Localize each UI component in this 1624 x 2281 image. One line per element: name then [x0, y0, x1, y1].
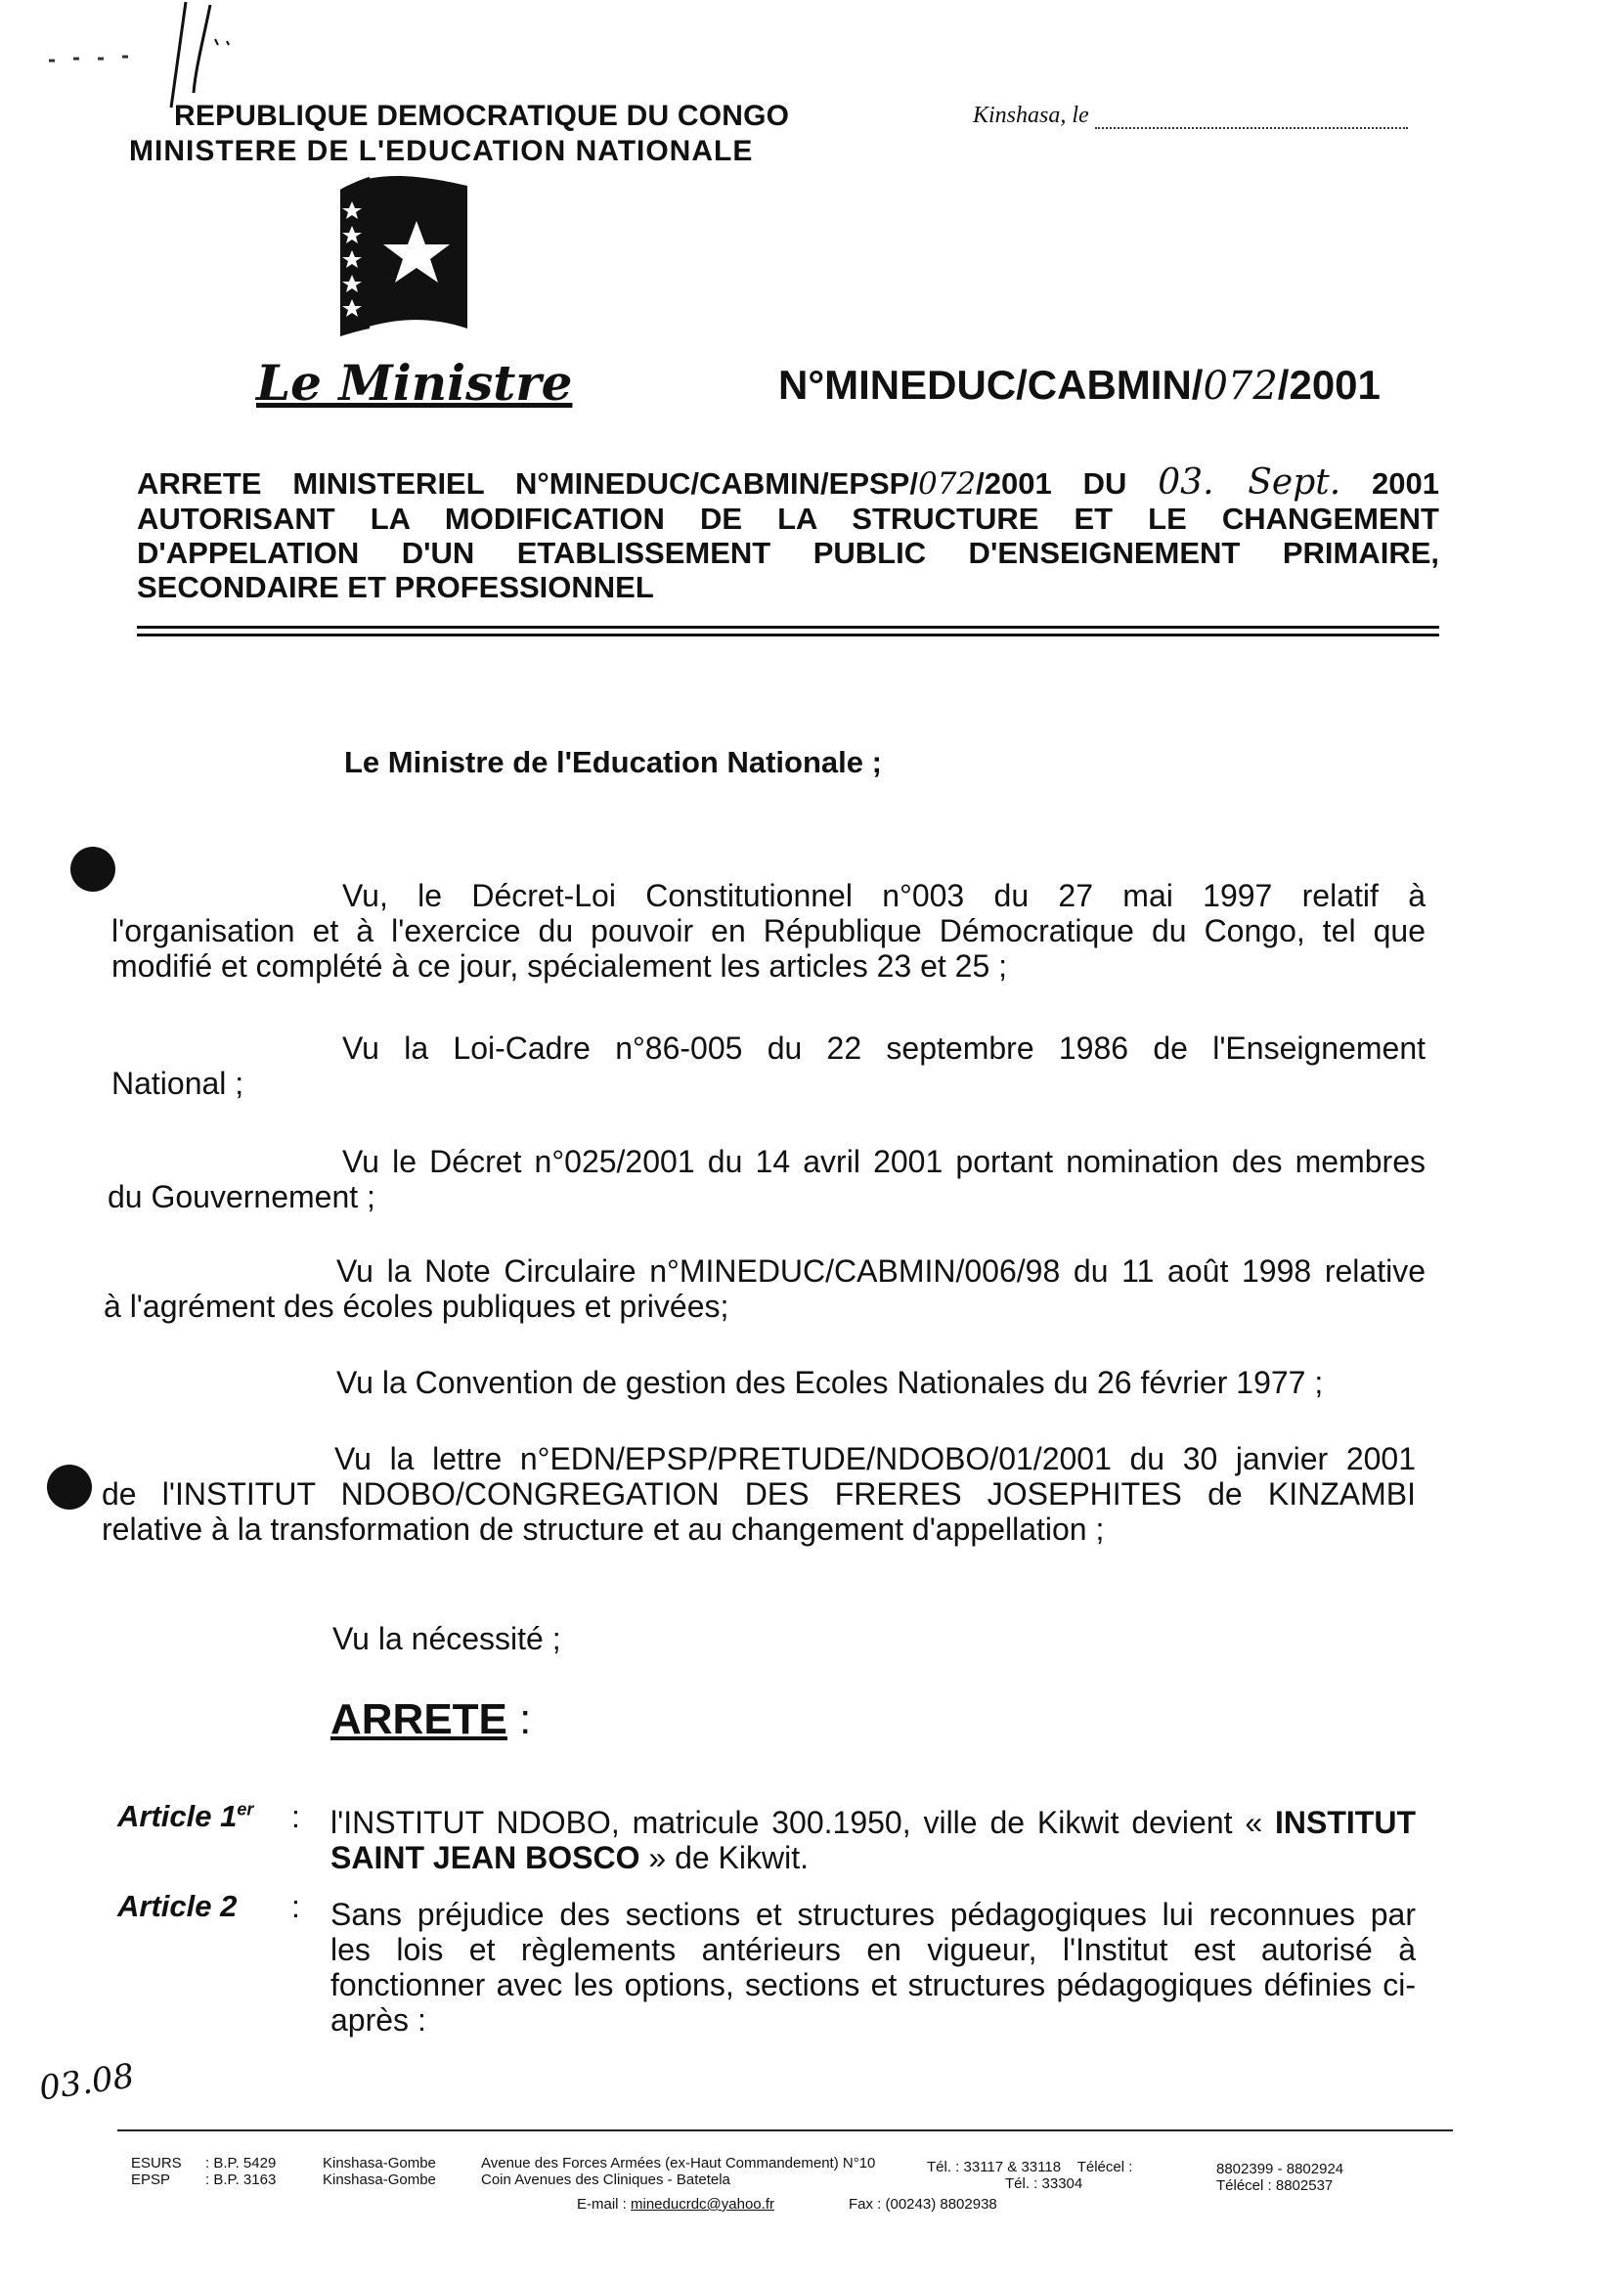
consideration-last-line: du Gouvernement ;	[108, 1179, 375, 1214]
title-line-3: D'APPELATION D'UN ETABLISSEMENT PUBLIC D'ENSEIGNEMENT PRIMAIRE,	[137, 536, 1439, 570]
consideration-line: de l'INSTITUT NDOBO/CONGREGATION DES FRERES JOSEPHITES de KINZAMBI	[102, 1476, 1416, 1512]
consideration-last-line: National ;	[111, 1066, 244, 1101]
initials-handwritten: 03.08	[36, 2056, 137, 2109]
consideration-first-line: Vu la lettre n°EDN/EPSP/PRETUDE/NDOBO/01/2001 du 30 janvier 2001	[334, 1441, 1416, 1476]
consideration-3	[108, 1144, 1426, 1214]
consideration-first-line: Vu la Loi-Cadre n°86-005 du 22 septembre 1986 de l'Enseignement	[342, 1031, 1426, 1066]
footer-address	[481, 2155, 875, 2188]
article-1-label: Article 1er	[117, 1799, 254, 1833]
title-line-2: AUTORISANT LA MODIFICATION DE LA STRUCTURE ET LE CHANGEMENT	[137, 502, 1439, 536]
signatory-title: Le Ministre	[256, 354, 573, 412]
ref-number-handwritten: 072	[1203, 364, 1278, 409]
consideration-first-line: Vu le Décret n°025/2001 du 14 avril 2001 portant nomination des membres	[342, 1144, 1426, 1179]
article-1-line-2: SAINT JEAN BOSCO » de Kikwit.	[330, 1840, 809, 1875]
title-double-rule	[137, 626, 1439, 629]
consideration-first-line: Vu, le Décret-Loi Constitutionnel n°003 du 27 mai 1997 relatif à	[342, 878, 1426, 913]
ref-suffix: /2001	[1277, 362, 1381, 408]
decree-title	[137, 462, 1440, 604]
footer-org-2: EPSP : B.P. 3163 Kinshasa-Gombe	[131, 2171, 436, 2188]
consideration-last-line: à l'agrément des écoles publiques et privées;	[104, 1289, 729, 1324]
footer-org-1: ESURS : B.P. 5429 Kinshasa-Gombe	[131, 2155, 436, 2171]
article-1-separator: :	[291, 1799, 300, 1834]
footer-numbers-line-2: Télécel : 8802537	[1216, 2177, 1334, 2194]
article-2-line: fonctionner avec les options, sections et structures pédagogiques définies ci-	[330, 1967, 1416, 2002]
article-1-line-1: l'INSTITUT NDOBO, matricule 300.1950, ville de Kikwit devient « INSTITUT	[330, 1805, 1416, 1840]
decision-heading	[330, 1695, 531, 1744]
ref-prefix: N°MINEDUC/CABMIN/	[778, 362, 1204, 408]
footer-fax: Fax : (00243) 8802938	[849, 2196, 997, 2213]
ministry-name: MINISTERE DE L'EDUCATION NATIONALE	[129, 135, 754, 167]
footer-address-line-1: Avenue des Forces Armées (ex-Haut Commandement) N°10	[481, 2155, 876, 2171]
decision-colon: :	[519, 1695, 532, 1743]
consideration-6	[102, 1441, 1416, 1547]
footer-tel-2: Tél. : 33304	[1005, 2175, 1083, 2192]
reference-number	[778, 362, 1381, 409]
footer-orgs	[131, 2155, 436, 2188]
article-2-last-line: après :	[330, 2002, 426, 2038]
consideration-first-line: Vu la Convention de gestion des Ecoles Nationales du 26 février 1977 ;	[336, 1365, 1324, 1400]
footer-numbers-line-1: 8802399 - 8802924	[1216, 2161, 1344, 2177]
title-prefix: ARRETE MINISTERIEL N°MINEDUC/CABMIN/EPSP/	[137, 466, 918, 501]
date-dotted-line	[1095, 108, 1408, 129]
title-line-4: SECONDAIRE ET PROFESSIONNEL	[137, 570, 654, 604]
article-2-label: Article 2	[117, 1889, 238, 1923]
footer-phones	[927, 2159, 1132, 2192]
title-double-rule-second	[137, 634, 1439, 636]
minister-heading: Le Ministre de l'Education Nationale ;	[344, 745, 882, 779]
article-1-text	[330, 1805, 1416, 1875]
consideration-1	[111, 878, 1426, 984]
footer-rule	[117, 2129, 1453, 2131]
title-number-handwritten: 072	[917, 466, 977, 502]
title-mid: /2001 DU	[976, 466, 1127, 501]
article-2-separator: :	[291, 1889, 300, 1924]
title-line-1	[137, 462, 1440, 503]
article-2-line: Sans préjudice des sections et structures pédagogiques lui reconnues par	[330, 1897, 1416, 1932]
consideration-first-line: Vu la nécessité ;	[332, 1621, 561, 1656]
consideration-line: l'organisation et à l'exercice du pouvoir en République Démocratique du Congo, tel que	[111, 913, 1426, 948]
consideration-5	[336, 1365, 1323, 1400]
consideration-last-line: relative à la transformation de structure et au changement d'appellation ;	[102, 1512, 1105, 1547]
consideration-2	[111, 1031, 1426, 1101]
congo-flag-emblem	[330, 172, 477, 338]
footer-numbers	[1216, 2161, 1343, 2194]
consideration-4	[104, 1253, 1426, 1324]
decision-word: ARRETE	[330, 1695, 507, 1743]
punch-hole-bottom	[47, 1465, 92, 1510]
title-date-handwritten: 03. Sept.	[1158, 462, 1341, 503]
consideration-last-line: modifié et complété à ce jour, spécialement les articles 23 et 25 ;	[111, 948, 1008, 984]
title-year: 2001	[1372, 466, 1440, 501]
place-date-label: Kinshasa, le	[973, 103, 1089, 128]
article-2-line: les lois et règlements antérieurs en vigueur, l'Institut est autorisé à	[330, 1932, 1416, 1967]
consideration-first-line: Vu la Note Circulaire n°MINEDUC/CABMIN/006/98 du 11 août 1998 relative	[336, 1253, 1426, 1289]
consideration-7	[332, 1621, 561, 1656]
footer-tel-1: Tél. : 33117 & 33118 Télécel :	[927, 2159, 1133, 2175]
country-name: REPUBLIQUE DEMOCRATIQUE DU CONGO	[174, 100, 790, 132]
footer-email-link[interactable]: mineducrdc@yahoo.fr	[631, 2196, 774, 2213]
footer-email: E-mail : mineducrdc@yahoo.fr	[577, 2196, 774, 2213]
punch-hole-top	[70, 847, 115, 892]
article-2-text	[330, 1897, 1416, 2038]
footer-address-line-2: Coin Avenues des Cliniques - Batetela	[481, 2171, 730, 2188]
place-date-line	[973, 103, 1408, 129]
